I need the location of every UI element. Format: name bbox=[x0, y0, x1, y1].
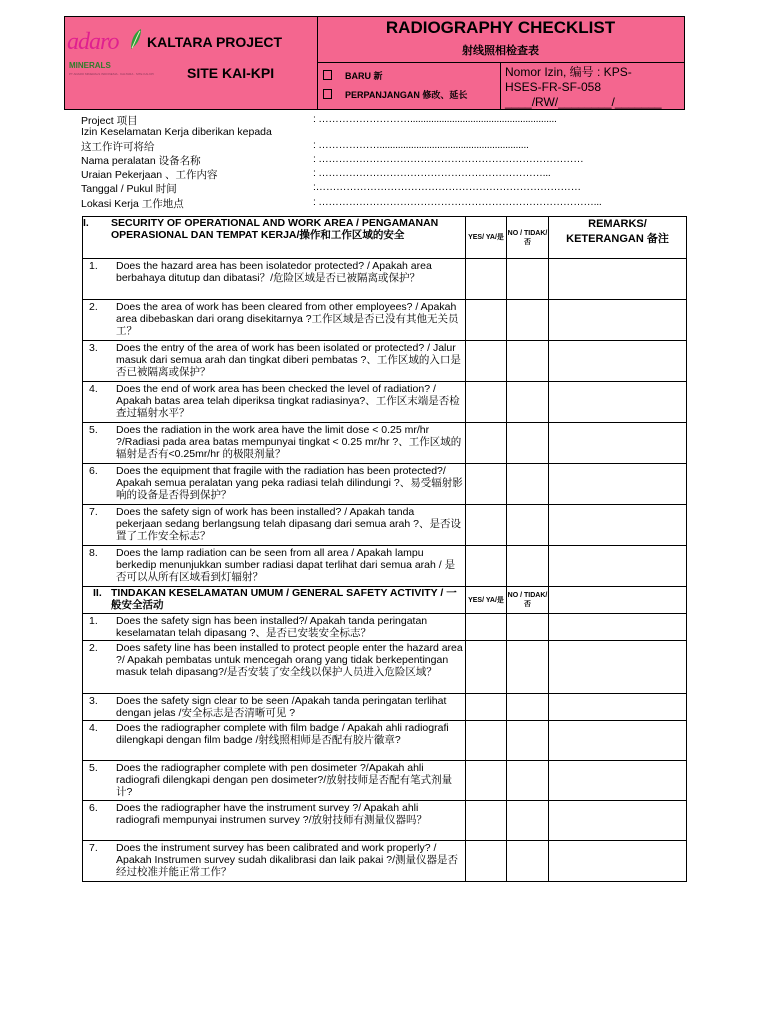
question-text: Does the end of work area has been checked the level of radiation? / Apakah batas area telah diperiksa tingkat radiasinya?、工作区末端是否检查过辐射水平？ bbox=[116, 383, 460, 419]
table-row bbox=[83, 505, 687, 546]
question-text: Does the radiographer complete with film badge / Apakah ahli radiografi dilengkapi dengan film badge /射线照相师是否配有胶片徽章? bbox=[116, 722, 449, 746]
checkbox-renew[interactable] bbox=[323, 89, 332, 99]
question-number: 1. bbox=[89, 260, 98, 272]
yes-checkbox-cell[interactable] bbox=[466, 721, 507, 761]
question-text: Does the equipment that fragile with the radiation has been protected?/ Apakah semua peralatan yang peka radiasi telah dilindungi ?、易受辐射影响的设备是否得到保护？ bbox=[116, 465, 463, 501]
table-row bbox=[83, 259, 687, 300]
no-checkbox-cell[interactable] bbox=[507, 423, 549, 464]
question-number: 3. bbox=[89, 695, 98, 707]
question-text: Does the entry of the area of work has been isolated or protected? / Jalur masuk dari semua arah dan tingkat diberi pembatas ?、工作区域的入口是否已被隔离或保护？ bbox=[116, 342, 461, 378]
label-location: Lokasi Kerja 工作地点 bbox=[81, 198, 184, 210]
table-row bbox=[83, 423, 687, 464]
table-row bbox=[83, 464, 687, 505]
checkbox-new[interactable] bbox=[323, 70, 332, 80]
remarks-cell[interactable] bbox=[549, 341, 687, 382]
table-row bbox=[83, 546, 687, 587]
question-number: 5. bbox=[89, 762, 98, 774]
question-cell bbox=[83, 300, 466, 341]
question-cell bbox=[83, 505, 466, 546]
table-row bbox=[83, 641, 687, 694]
question-cell bbox=[83, 423, 466, 464]
logo-subtitle: MINERALS bbox=[69, 61, 111, 70]
question-number: 8. bbox=[89, 547, 98, 559]
yes-checkbox-cell[interactable] bbox=[466, 259, 507, 300]
question-text: Does the lamp radiation can be seen from all area / Apakah lampu berkedip menunjukkan sumber radiasi dapat terlihat dari semua arah / 是否可以从所有区域看到灯辐射？ bbox=[116, 547, 456, 583]
field-location[interactable]: : ………………………………………………………………………... bbox=[313, 196, 602, 208]
yes-checkbox-cell[interactable] bbox=[466, 546, 507, 587]
label-work-description: Uraian Pekerjaan 、工作内容 bbox=[81, 169, 218, 181]
header-right-cell bbox=[317, 17, 684, 109]
remarks-cell[interactable] bbox=[549, 614, 687, 641]
logo-tagline: PT ADARO MINERALS INDONESIA · KALTARA · SITE KAI-KPI bbox=[69, 72, 155, 76]
question-cell bbox=[83, 382, 466, 423]
question-number: 6. bbox=[89, 802, 98, 814]
no-checkbox-cell[interactable] bbox=[507, 614, 549, 641]
table-row bbox=[83, 801, 687, 841]
remarks-cell[interactable] bbox=[549, 721, 687, 761]
remarks-cell[interactable] bbox=[549, 841, 687, 882]
question-cell bbox=[83, 801, 466, 841]
no-checkbox-cell[interactable] bbox=[507, 300, 549, 341]
remarks-cell[interactable] bbox=[549, 546, 687, 587]
table-row bbox=[83, 841, 687, 882]
question-text: Does safety line has been installed to protect people enter the hazard area ?/ Apakah pembatas untuk mencegah orang yang tidak berkepentingan masuk telah dipasang?/是否安装了安全线以保护人员进入危险区域？ bbox=[116, 642, 463, 678]
label-project: Project 项目 bbox=[81, 115, 138, 127]
form-title-zh: 射线照相检查表 bbox=[462, 45, 539, 57]
no-checkbox-cell[interactable] bbox=[507, 761, 549, 801]
section1-title: I. SECURITY OF OPERATIONAL AND WORK AREA / PENGAMANAN OPERASIONAL DAN TEMPAT KERJA/操作和工作区域的安全 bbox=[83, 217, 466, 259]
no-checkbox-cell[interactable] bbox=[507, 464, 549, 505]
question-number: 3. bbox=[89, 342, 98, 354]
permit-type-cell bbox=[317, 62, 501, 109]
question-text: Does the radiographer complete with pen dosimeter ?/Apakah ahli radiografi dilengkapi dengan pen dosimeter?/放射技师是否配有笔式剂量计? bbox=[116, 762, 453, 798]
question-text: Does the safety sign clear to be seen /Apakah tanda peringatan terlihat dengan jelas /安全标志是否清晰可见 ? bbox=[116, 695, 447, 719]
checklist-table bbox=[82, 216, 687, 882]
remarks-cell[interactable] bbox=[549, 423, 687, 464]
section2-header-row bbox=[83, 587, 687, 614]
logo-wordmark: adaro bbox=[67, 29, 119, 55]
question-cell bbox=[83, 341, 466, 382]
question-text: Does the radiographer have the instrument survey ?/ Apakah ahli radiografi mempunyai instrumen survey ?/放射技师有测量仪器吗？ bbox=[116, 802, 428, 826]
question-text: Does the hazard area has been isolatedor protected? / Apakah area berbahaya ditutup dan dibatasi？/危险区域是否已被隔离或保护？ bbox=[116, 260, 432, 284]
no-checkbox-cell[interactable] bbox=[507, 841, 549, 882]
permit-number: Nomor Izin, 编号 : KPS- HSES-FR-SF-058 ____/RW/________/_______ bbox=[505, 65, 675, 110]
header-left-cell bbox=[65, 17, 318, 109]
site-name: SITE KAI-KPI bbox=[187, 65, 275, 81]
field-permit-given[interactable]: : ………………......................................................... bbox=[313, 139, 529, 151]
yes-checkbox-cell[interactable] bbox=[466, 841, 507, 882]
no-checkbox-cell[interactable] bbox=[507, 641, 549, 694]
field-date-time[interactable]: :…………………………………………………………………… bbox=[313, 181, 581, 193]
no-checkbox-cell[interactable] bbox=[507, 801, 549, 841]
question-text: Does the area of work has been cleared from other employees? / Apakah area dibebaskan dari orang disekitarnya ?工作区域是否已没有其他无关员工？ bbox=[116, 301, 459, 337]
table-row bbox=[83, 694, 687, 721]
question-number: 4. bbox=[89, 383, 98, 395]
question-number: 7. bbox=[89, 842, 98, 854]
form-header bbox=[64, 16, 685, 110]
no-checkbox-cell[interactable] bbox=[507, 505, 549, 546]
label-permit-given-zh: 这工作许可将给 bbox=[81, 141, 155, 153]
section2-title: II. TINDAKAN KESELAMATAN UMUM / GENERAL SAFETY ACTIVITY / 一般安全活动 bbox=[83, 587, 466, 614]
table-row bbox=[83, 721, 687, 761]
option-new[interactable]: BARU 新 bbox=[323, 69, 383, 82]
project-name: KALTARA PROJECT bbox=[147, 34, 283, 50]
yes-checkbox-cell[interactable] bbox=[466, 300, 507, 341]
remarks-cell[interactable] bbox=[549, 587, 687, 614]
question-cell bbox=[83, 641, 466, 694]
no-checkbox-cell[interactable] bbox=[507, 546, 549, 587]
question-number: 2. bbox=[89, 301, 98, 313]
question-text: Does the radiation in the work area have the limit dose < 0.25 mr/hr ?/Radiasi pada area batas mempunyai tingkat < 0.25 mr/hr ?、工作区域的辐射是否有<0.25mr/hr 的极限剂量？ bbox=[116, 424, 462, 460]
no-checkbox-cell[interactable] bbox=[507, 694, 549, 721]
table-row bbox=[83, 614, 687, 641]
no-checkbox-cell[interactable] bbox=[507, 341, 549, 382]
yes-header: YES/ YA/是 bbox=[466, 217, 507, 259]
label-equipment: Nama peralatan 设备名称 bbox=[81, 155, 201, 167]
no-checkbox-cell[interactable] bbox=[507, 721, 549, 761]
question-cell bbox=[83, 694, 466, 721]
label-date-time: Tanggal / Pukul 时间 bbox=[81, 183, 177, 195]
question-text: Does the safety sign has been installed?/ Apakah tanda peringatan keselamatan telah dipasang ?、是否已安装安全标志？ bbox=[116, 615, 428, 639]
yes-checkbox-cell[interactable] bbox=[466, 505, 507, 546]
question-text: Does the instrument survey has been calibrated and work properly? / Apakah Instrumen survey sudah dikalibrasi dan laik pakai ?/测量仪器是否经过校准并能正常工作？ bbox=[116, 842, 458, 878]
remarks-cell[interactable] bbox=[549, 259, 687, 300]
remarks-header: REMARKS/ KETERANGAN 备注 bbox=[549, 217, 687, 259]
table-row bbox=[83, 300, 687, 341]
question-cell bbox=[83, 761, 466, 801]
remarks-cell[interactable] bbox=[549, 641, 687, 694]
yes-checkbox-cell[interactable] bbox=[466, 801, 507, 841]
yes-checkbox-cell[interactable] bbox=[466, 464, 507, 505]
question-cell bbox=[83, 464, 466, 505]
question-cell bbox=[83, 614, 466, 641]
yes-header-2: YES/ YA/是 bbox=[466, 587, 507, 614]
option-renew[interactable]: PERPANJANGAN 修改、延长 bbox=[323, 88, 467, 101]
question-number: 6. bbox=[89, 465, 98, 477]
remarks-cell[interactable] bbox=[549, 801, 687, 841]
table-row bbox=[83, 341, 687, 382]
remarks-cell[interactable] bbox=[549, 300, 687, 341]
yes-checkbox-cell[interactable] bbox=[466, 761, 507, 801]
remarks-cell[interactable] bbox=[549, 505, 687, 546]
yes-checkbox-cell[interactable] bbox=[466, 614, 507, 641]
table-row bbox=[83, 761, 687, 801]
remarks-cell[interactable] bbox=[549, 382, 687, 423]
remarks-cell[interactable] bbox=[549, 761, 687, 801]
question-number: 7. bbox=[89, 506, 98, 518]
section1-header-row bbox=[83, 217, 687, 259]
remarks-cell[interactable] bbox=[549, 694, 687, 721]
question-cell bbox=[83, 546, 466, 587]
leaf-icon bbox=[129, 27, 143, 51]
no-header: NO / TIDAK/否 bbox=[507, 217, 549, 259]
permit-number-field[interactable]: ____/RW/________/_______ bbox=[505, 95, 662, 109]
no-header-2: NO / TIDAK/否 bbox=[507, 587, 549, 614]
title-row bbox=[317, 17, 684, 63]
question-number: 1. bbox=[89, 615, 98, 627]
question-cell bbox=[83, 259, 466, 300]
yes-checkbox-cell[interactable] bbox=[466, 423, 507, 464]
field-project[interactable]: : ………………………........................................................ bbox=[313, 113, 557, 125]
yes-checkbox-cell[interactable] bbox=[466, 382, 507, 423]
yes-checkbox-cell[interactable] bbox=[466, 694, 507, 721]
no-checkbox-cell[interactable] bbox=[507, 382, 549, 423]
remarks-cell[interactable] bbox=[549, 464, 687, 505]
field-work-description[interactable]: : …………………………………………………………... bbox=[313, 167, 551, 179]
yes-checkbox-cell[interactable] bbox=[466, 341, 507, 382]
table-row bbox=[83, 382, 687, 423]
no-checkbox-cell[interactable] bbox=[507, 259, 549, 300]
field-equipment[interactable]: : …………………………………………………………………… bbox=[313, 153, 584, 165]
yes-checkbox-cell[interactable] bbox=[466, 641, 507, 694]
label-permit-given: Izin Keselamatan Kerja diberikan kepada bbox=[81, 126, 272, 138]
question-number: 4. bbox=[89, 722, 98, 734]
question-cell bbox=[83, 721, 466, 761]
question-number: 5. bbox=[89, 424, 98, 436]
question-text: Does the safety sign of work has been installed? / Apakah tanda pekerjaan sedang berlangsung telah dipasang dari semua arah ?、是否设置了工作安全标志？ bbox=[116, 506, 461, 542]
question-cell bbox=[83, 841, 466, 882]
form-title: RADIOGRAPHY CHECKLIST bbox=[385, 18, 616, 37]
question-number: 2. bbox=[89, 642, 98, 654]
